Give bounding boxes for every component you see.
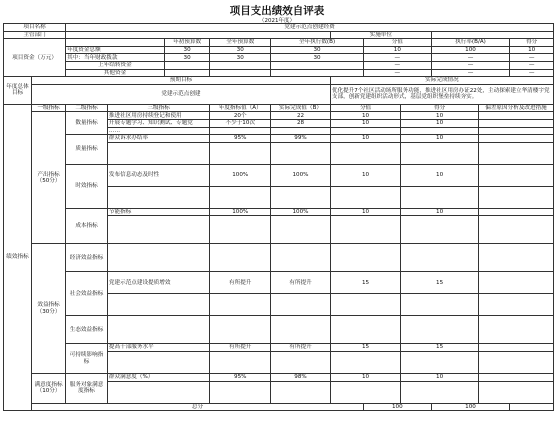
perf-row-empty	[4, 244, 554, 272]
funds-header: 执行率(B/A)	[431, 39, 510, 47]
indicator-actual	[271, 316, 331, 344]
indicator-name	[107, 351, 209, 373]
funds-cell: 100	[431, 46, 510, 54]
indicator-target: 100%	[210, 164, 271, 186]
deviation-note	[478, 272, 553, 294]
indicator-got	[401, 142, 479, 164]
indicator-name: 党建示范点建设提质增效	[107, 272, 209, 294]
funds-header: 年初预算数	[164, 39, 210, 47]
indicator-got: 15	[401, 272, 479, 294]
funds-cell: 10	[510, 46, 554, 54]
indicator-got: 15	[401, 344, 479, 352]
deviation-note	[478, 119, 553, 127]
funds-row-label: 其中：当年财政拨款	[66, 54, 165, 62]
indicator-actual	[271, 244, 331, 272]
funds-cell: —	[510, 69, 554, 77]
funds-corner	[66, 39, 165, 47]
indicator-name	[107, 244, 209, 272]
indicator-actual: 有所提升	[271, 344, 331, 352]
total-got: 100	[431, 403, 510, 411]
funds-row	[4, 61, 554, 69]
dept-value	[66, 31, 331, 39]
indicator-target	[210, 381, 271, 403]
evaluation-table	[3, 23, 554, 411]
funds-cell	[271, 69, 364, 77]
deviation-note	[478, 112, 553, 120]
indicator-got	[401, 127, 479, 135]
row-project-name	[4, 24, 554, 32]
goals-content-row	[4, 84, 554, 104]
satisfaction-sub-label: 服务对象满意度指标	[66, 373, 108, 403]
perf-header: 偏差原因分析及改进措施	[478, 104, 553, 112]
indicator-actual	[271, 142, 331, 164]
funds-cell	[271, 61, 364, 69]
funds-header: 得分	[510, 39, 554, 47]
deviation-note	[478, 186, 553, 208]
funds-header: 全年预算数	[210, 39, 271, 47]
econ-indicator-label: 经济效益指标	[66, 244, 108, 272]
funds-header: 分值	[364, 39, 432, 47]
deviation-note	[478, 142, 553, 164]
funds-row-label: 其他资金	[66, 69, 165, 77]
social-indicator-label: 社会效益指标	[66, 272, 108, 316]
cost-indicator-label: 成本指标	[66, 208, 108, 244]
indicator-actual	[271, 127, 331, 135]
indicator-score: 10	[330, 208, 400, 216]
project-name-label: 项目名称	[4, 24, 66, 32]
perf-row	[4, 135, 554, 143]
indicator-target: 20个	[210, 112, 271, 120]
indicator-name: 群众诉求办结率	[107, 135, 209, 143]
funds-header-row	[4, 39, 554, 47]
funds-row-label: 上年结转资金	[66, 61, 165, 69]
indicator-target: 95%	[210, 373, 271, 381]
perf-row-empty	[4, 316, 554, 344]
impl-label: 实施单位	[330, 31, 431, 39]
indicator-actual: 28	[271, 119, 331, 127]
deviation-note	[478, 244, 553, 272]
impl-value	[431, 31, 553, 39]
indicator-actual: 22	[271, 112, 331, 120]
perf-header: 三级指标	[107, 104, 209, 112]
indicator-score: 10	[330, 119, 400, 127]
funds-cell: 30	[164, 54, 210, 62]
indicator-actual: 98%	[271, 373, 331, 381]
actual-completion-header: 实际完成情况	[330, 77, 553, 85]
deviation-note	[478, 216, 553, 244]
perf-row	[4, 112, 554, 120]
indicator-name: 节能指标	[107, 208, 209, 216]
indicator-actual	[271, 216, 331, 244]
indicator-got	[401, 186, 479, 208]
indicator-score	[330, 216, 400, 244]
total-row	[4, 403, 554, 411]
indicator-target	[210, 186, 271, 208]
sustain-indicator-label: 可持续影响指标	[66, 344, 108, 374]
benefit-indicator-label: 效益指标（30分）	[32, 244, 66, 374]
indicator-got	[401, 381, 479, 403]
deviation-note	[478, 294, 553, 316]
deviation-note	[478, 127, 553, 135]
perf-row	[4, 164, 554, 186]
output-indicator-label: 产出指标（50分）	[32, 112, 66, 244]
indicator-name: ……	[107, 127, 209, 135]
deviation-note	[478, 316, 553, 344]
indicator-name: 群众满意度（%）	[107, 373, 209, 381]
indicator-actual	[271, 186, 331, 208]
indicator-actual: 有所提升	[271, 272, 331, 294]
indicator-score	[330, 381, 400, 403]
document-year: （2021年度）	[259, 18, 295, 24]
satisfaction-indicator-label: 满意度指标（10分）	[32, 373, 66, 403]
indicator-actual	[271, 381, 331, 403]
perf-header-row	[4, 104, 554, 112]
indicator-target: 100%	[210, 208, 271, 216]
perf-header: 得分	[401, 104, 479, 112]
funds-label: 项目资金（万元）	[4, 39, 66, 77]
funds-header: 全年执行数(B)	[271, 39, 364, 47]
indicator-got: 10	[401, 164, 479, 186]
total-note	[510, 403, 554, 411]
indicator-actual: 100%	[271, 208, 331, 216]
funds-cell: —	[431, 54, 510, 62]
indicator-target	[210, 216, 271, 244]
funds-cell	[164, 61, 210, 69]
funds-cell: —	[510, 61, 554, 69]
indicator-target: 有所提升	[210, 272, 271, 294]
indicator-target	[210, 294, 271, 316]
funds-row-label: 年度资金总额	[66, 46, 165, 54]
indicator-got: 10	[401, 373, 479, 381]
indicator-name	[107, 216, 209, 244]
perf-header: 实际完成值（B）	[271, 104, 331, 112]
funds-row	[4, 46, 554, 54]
indicator-name	[107, 381, 209, 403]
indicator-score	[330, 142, 400, 164]
indicator-score: 10	[330, 135, 400, 143]
indicator-score	[330, 186, 400, 208]
indicator-name: 提高干部服务水平	[107, 344, 209, 352]
indicator-name	[107, 316, 209, 344]
indicator-target	[210, 244, 271, 272]
indicator-target: 不少于10次	[210, 119, 271, 127]
indicator-got	[401, 294, 479, 316]
deviation-note	[478, 135, 553, 143]
indicator-score: 10	[330, 164, 400, 186]
funds-cell: —	[364, 61, 432, 69]
indicator-actual	[271, 294, 331, 316]
quality-indicator-label: 质量指标	[66, 135, 108, 165]
indicator-score	[330, 127, 400, 135]
indicator-score	[330, 316, 400, 344]
deviation-note	[478, 344, 553, 352]
funds-cell: 30	[210, 46, 271, 54]
funds-row	[4, 69, 554, 77]
indicator-target	[210, 142, 271, 164]
indicator-got: 10	[401, 135, 479, 143]
indicator-target: 95%	[210, 135, 271, 143]
indicator-name	[107, 142, 209, 164]
funds-cell: 10	[364, 46, 432, 54]
funds-cell: —	[364, 54, 432, 62]
deviation-note	[478, 208, 553, 216]
document-title: 项目支出绩效自评表	[229, 5, 325, 17]
expected-goal-text: 党建示范点创建	[32, 84, 331, 104]
indicator-name: 发布信息动态及时性	[107, 164, 209, 186]
funds-cell: 30	[271, 54, 364, 62]
indicator-actual: 99%	[271, 135, 331, 143]
indicator-target	[210, 127, 271, 135]
indicator-score: 10	[330, 112, 400, 120]
deviation-note	[478, 164, 553, 186]
funds-cell: —	[431, 61, 510, 69]
funds-cell	[210, 69, 271, 77]
perf-row	[4, 272, 554, 294]
indicator-score: 10	[330, 373, 400, 381]
deviation-note	[478, 381, 553, 403]
indicator-got: 10	[401, 208, 479, 216]
indicator-actual: 100%	[271, 164, 331, 186]
perf-row	[4, 344, 554, 352]
funds-cell	[210, 61, 271, 69]
deviation-note	[478, 373, 553, 381]
indicator-target: 有所提升	[210, 344, 271, 352]
goals-label: 年度总体目标	[4, 77, 32, 105]
indicator-score: 15	[330, 272, 400, 294]
funds-cell: —	[510, 54, 554, 62]
indicator-got	[401, 351, 479, 373]
indicator-name: 开展专题学习、知识测试、专题党	[107, 119, 209, 127]
perf-header: 二级指标	[66, 104, 108, 112]
dept-label: 主管部门	[4, 31, 66, 39]
goals-header-row	[4, 77, 554, 85]
indicator-score: 15	[330, 344, 400, 352]
project-name-value: 党建示范点创建经费	[66, 24, 554, 32]
indicator-got	[401, 316, 479, 344]
funds-cell: 30	[164, 46, 210, 54]
total-score: 100	[364, 403, 432, 411]
actual-completion-text: 优化提升7个社区活动场所服务功能，推进社区用房办证22处，主动探索建立华清楼宇党支部，创新党建组织活动形式，基层党组织堡垒持续夯实。	[330, 84, 553, 104]
indicator-target	[210, 351, 271, 373]
indicator-name	[107, 186, 209, 208]
deviation-note	[478, 351, 553, 373]
indicator-name: 推进社区用房持续登记和使用	[107, 112, 209, 120]
expected-goal-header: 预期目标	[32, 77, 331, 85]
funds-row	[4, 54, 554, 62]
eco-indicator-label: 生态效益指标	[66, 316, 108, 344]
indicator-target	[210, 316, 271, 344]
indicator-score	[330, 244, 400, 272]
funds-cell: 30	[271, 46, 364, 54]
perf-side-label: 绩效指标	[4, 104, 32, 410]
perf-header: 一级指标	[32, 104, 66, 112]
indicator-got	[401, 244, 479, 272]
indicator-actual	[271, 351, 331, 373]
perf-row	[4, 208, 554, 216]
perf-header: 分值	[330, 104, 400, 112]
indicator-got	[401, 216, 479, 244]
total-label: 总分	[32, 403, 364, 411]
row-department	[4, 31, 554, 39]
funds-cell: 30	[210, 54, 271, 62]
indicator-got: 10	[401, 119, 479, 127]
indicator-name	[107, 294, 209, 316]
perf-header: 年度指标值（A）	[210, 104, 271, 112]
indicator-got: 10	[401, 112, 479, 120]
funds-cell: —	[364, 69, 432, 77]
perf-row	[4, 373, 554, 381]
indicator-score	[330, 351, 400, 373]
time-indicator-label: 时效指标	[66, 164, 108, 208]
funds-cell	[164, 69, 210, 77]
indicator-score	[330, 294, 400, 316]
funds-cell: —	[431, 69, 510, 77]
quantity-indicator-label: 数量指标	[66, 112, 108, 135]
